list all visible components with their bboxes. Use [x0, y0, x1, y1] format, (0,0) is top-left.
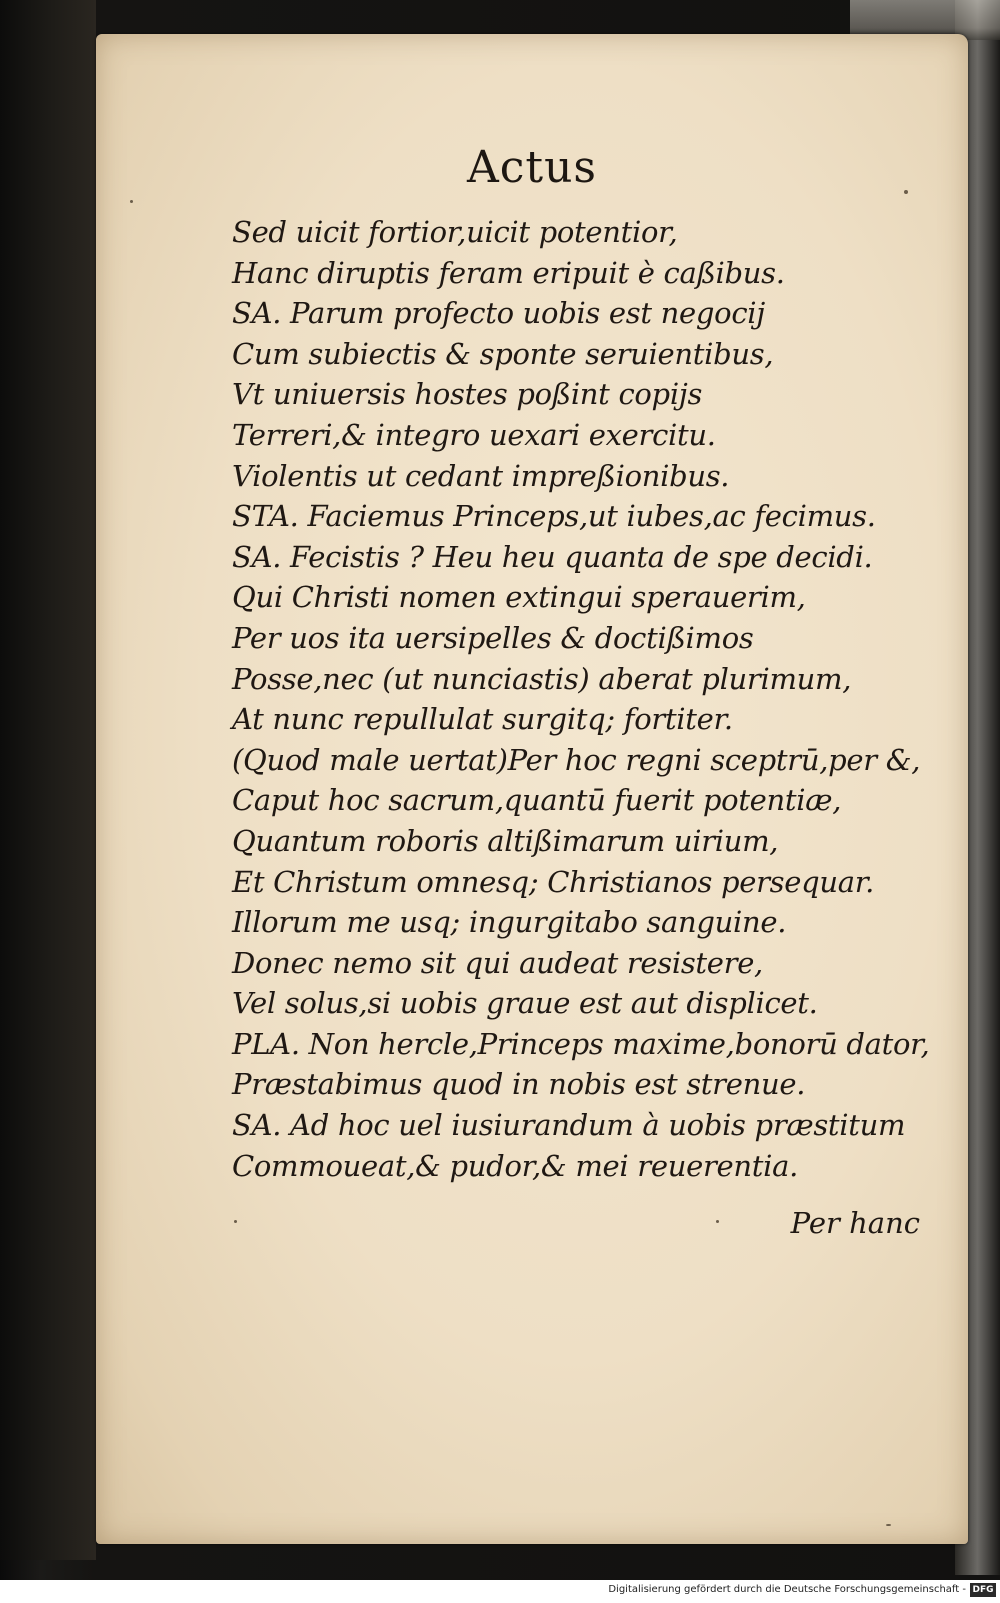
verse-line: Et Christum omnesq; Christianos persequar. [232, 864, 875, 899]
dfg-logo: DFG [970, 1583, 996, 1597]
verse-line: Terreri,& integro uexari exercitu. [232, 417, 716, 452]
verse-line: Præstabimus quod in nobis est strenue. [232, 1067, 806, 1102]
digitization-credit: Digitalisierung gefördert durch die Deutsche Forschungsgemeinschaft - [608, 1584, 966, 1595]
verse-line: Per uos ita uersipelles & doctißimos [232, 620, 754, 655]
verse-line: Sed uicit fortior,uicit potentior, [232, 215, 678, 249]
verse-line: Vt uniuersis hostes poßint copijs [232, 377, 703, 412]
verse-line: Violentis ut cedant impreßionibus. [232, 458, 730, 493]
verse-line: PLA. Non hercle,Princeps maxime,bonorū dator, [232, 1026, 930, 1061]
verse-line: Cum subiectis & sponte seruientibus, [232, 336, 774, 371]
verse-line: At nunc repullulat surgitq; fortiter. [232, 702, 733, 737]
verse-line: Vel solus,si uobis graue est aut displicet. [232, 986, 818, 1021]
verse-line: Commoueat,& pudor,& mei reuerentia. [232, 1148, 798, 1183]
verse-line: Donec nemo sit qui audeat resistere, [232, 945, 763, 980]
verse-block [232, 212, 932, 1186]
verse-line: STA. Faciemus Princeps,ut iubes,ac fecimus. [232, 499, 876, 534]
book-binding-edge [0, 0, 96, 1560]
verse-line: (Quod male uertat)Per hoc regni sceptrū,per &, [232, 742, 921, 777]
verse-line: Hanc diruptis feram eripuit è caßibus. [232, 255, 785, 290]
verse-line: SA. Parum profecto uobis est negocij [232, 296, 765, 331]
verse-line: Illorum me usq; ingurgitabo sanguine. [232, 905, 787, 940]
verse-line: SA. Fecistis ? Heu heu quanta de spe decidi. [232, 539, 873, 574]
verse-line: Quantum roboris altißimarum uirium, [232, 823, 779, 858]
verse-line: Caput hoc sacrum,quantū fuerit potentiæ, [232, 783, 842, 818]
running-head: Actus [466, 142, 598, 193]
book-page [96, 34, 968, 1544]
verse-line: Qui Christi nomen extingui sperauerim, [232, 580, 806, 615]
verse-line: Posse,nec (ut nunciastis) aberat plurimum, [232, 661, 852, 696]
verse-line: SA. Ad hoc uel iusiurandum à uobis præstitum [232, 1108, 906, 1143]
catchword: Per hanc [790, 1206, 920, 1240]
